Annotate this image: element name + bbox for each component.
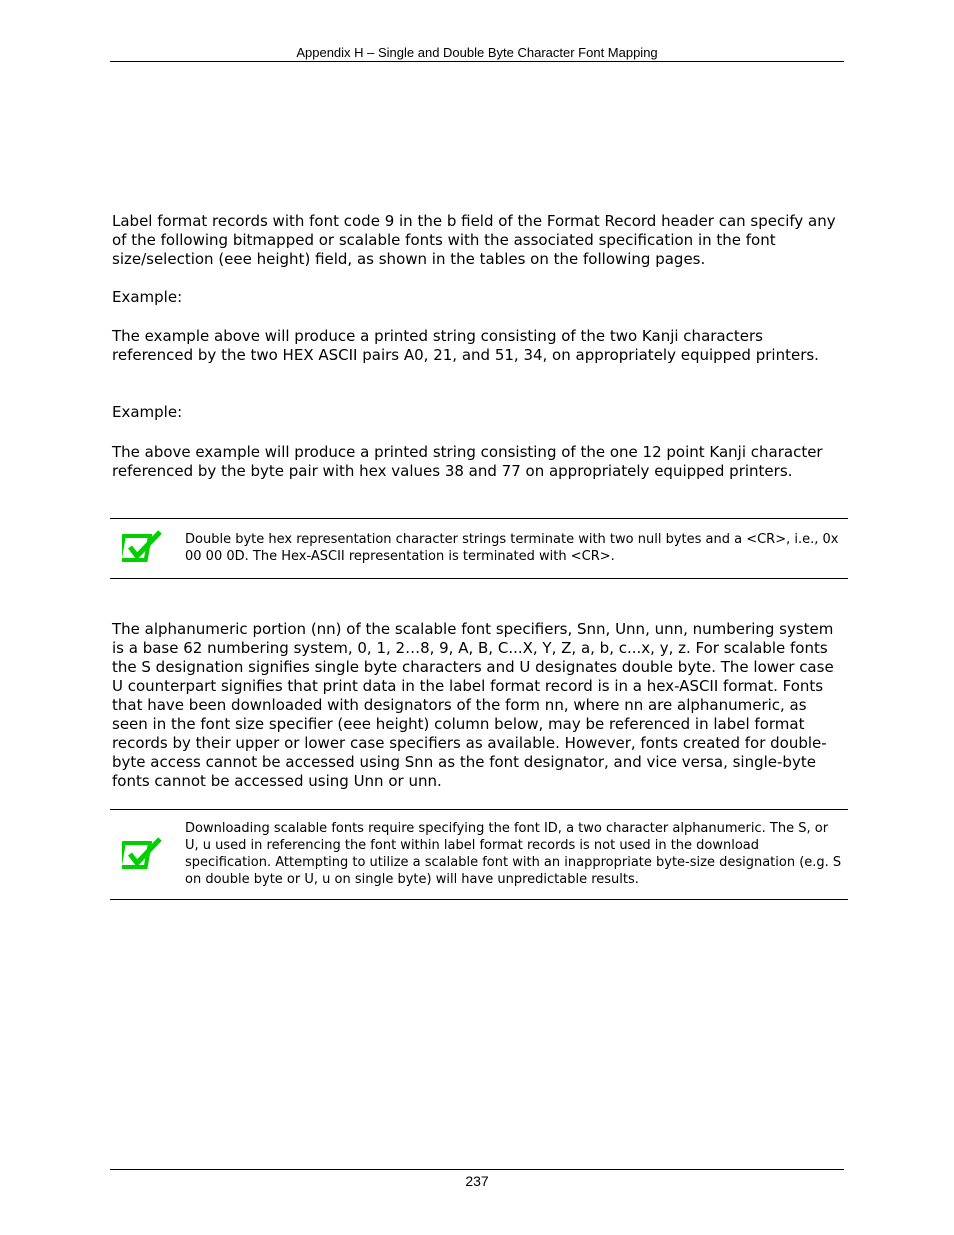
note-2-top-rule: [110, 809, 848, 810]
intro-paragraph: Label format records with font code 9 in the b field of the Format Record header can specify any of the following bitmapped or scalable fonts with the associated specification in the font size/selection (eee height) field, as shown in the tables on the following pages.: [112, 212, 836, 268]
note-2-text: Downloading scalable fonts require specifying the font ID, a two character alphanumeric. The S, or U, u used in referencing the font within label format records is not used in the download specification. Attempting to utilize a scalable font with an inappropriate byte-size designation (e.g. S on double byte or U, u on single byte) will have unpredictable results.: [185, 821, 842, 887]
footer-rule: [110, 1169, 844, 1170]
example-label-2: Example:: [112, 403, 183, 421]
note-2-bottom-rule: [110, 899, 848, 900]
checkbox-check-icon: [122, 837, 164, 871]
example-description-1: The example above will produce a printed string consisting of the two Kanji characters referenced by the two HEX ASCII pairs A0, 21, and 51, 34, on appropriately equipped printers.: [112, 327, 819, 364]
note-1-bottom-rule: [110, 578, 848, 579]
example-label-1: Example:: [112, 288, 183, 306]
checkbox-check-icon: [122, 530, 164, 564]
page-header-title: Appendix H – Single and Double Byte Character Font Mapping: [296, 45, 658, 60]
page-number: 237: [465, 1173, 489, 1189]
header-rule: [110, 61, 844, 62]
example-description-2: The above example will produce a printed string consisting of the one 12 point Kanji character referenced by the byte pair with hex values 38 and 77 on appropriately equipped printers.: [112, 443, 823, 480]
scalable-fonts-paragraph: The alphanumeric portion (nn) of the scalable font specifiers, Snn, Unn, unn, numbering system is a base 62 numbering system, 0, 1, 2…8, 9, A, B, C...X, Y, Z, a, b, c...x, y, z. For scalable fonts the S designation signifies single byte characters and U designates double byte. The lower case U counterpart signifies that print data in the label format record is in a hex-ASCII format. Fonts that have been downloaded with designators of the form nn, where nn are alphanumeric, as seen in the font size specifier (eee height) column below, may be referenced in label format records by their upper or lower case specifiers as available. However, fonts created for double-byte access cannot be accessed using Snn as the font designator, and vice versa, single-byte fonts cannot be accessed using Unn or unn.: [112, 620, 834, 790]
note-1-top-rule: [110, 518, 848, 519]
note-1-text: Double byte hex representation character strings terminate with two null bytes and a <CR>, i.e., 0x 00 00 0D. The Hex-ASCII representation is terminated with <CR>.: [185, 532, 839, 564]
